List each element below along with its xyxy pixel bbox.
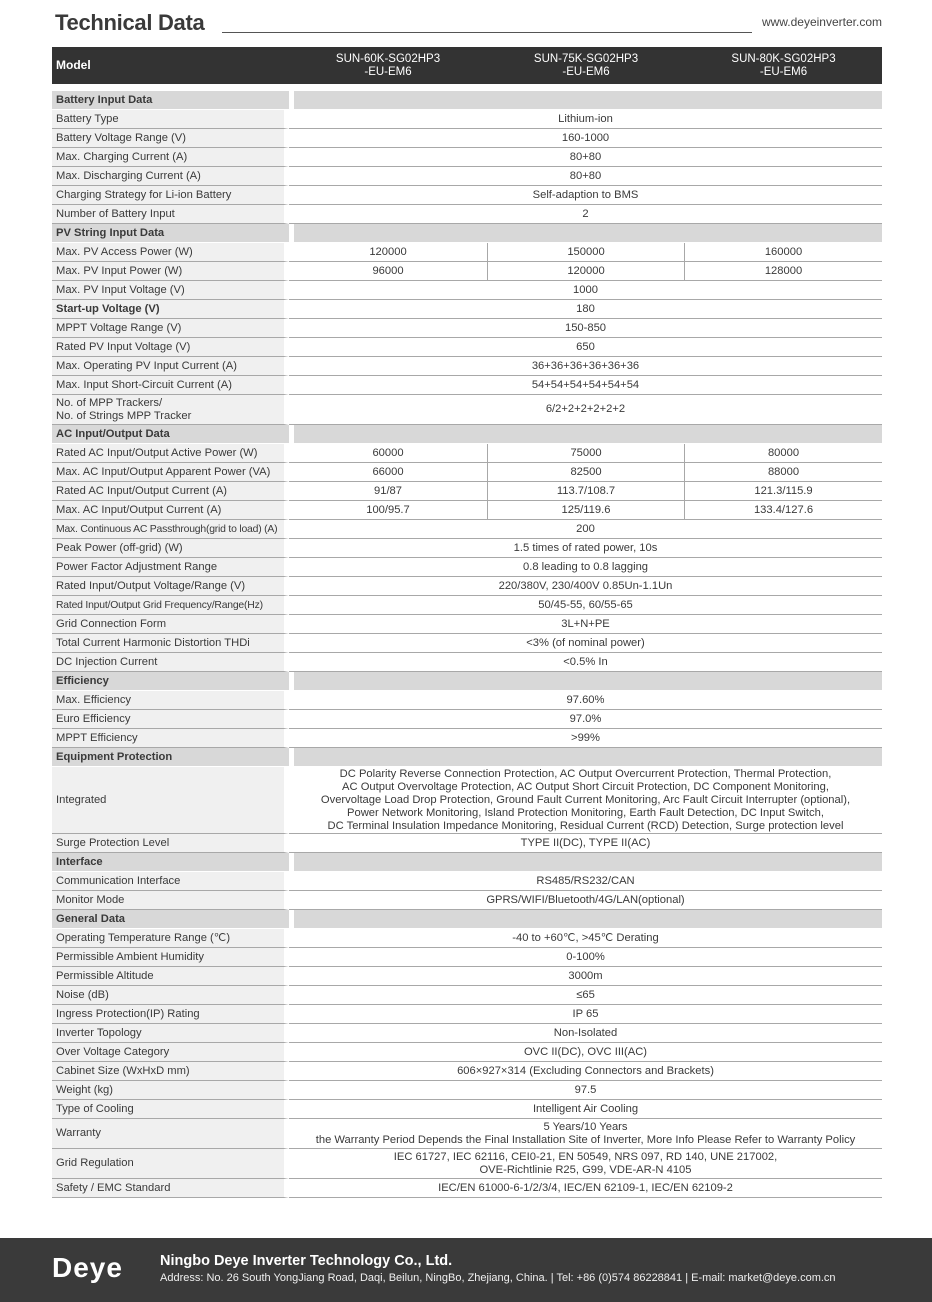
spec-value: 650	[289, 338, 882, 357]
spec-row	[52, 167, 882, 186]
spec-row	[52, 1100, 882, 1119]
spec-row	[52, 539, 882, 558]
spec-label: Communication Interface	[52, 872, 289, 891]
spec-label: Max. AC Input/Output Current (A)	[52, 501, 289, 520]
section-header	[52, 425, 882, 444]
section-header	[52, 748, 882, 767]
spec-label: Weight (kg)	[52, 1081, 289, 1100]
spec-label: Max. Continuous AC Passthrough(grid to load) (A)	[52, 520, 289, 539]
spec-value: 80000	[685, 444, 882, 463]
spec-row	[52, 1149, 882, 1179]
spec-label: Max. Efficiency	[52, 691, 289, 710]
spec-label: MPPT Voltage Range (V)	[52, 319, 289, 338]
spec-value: 88000	[685, 463, 882, 482]
spec-value: IEC 61727, IEC 62116, CEI0-21, EN 50549, NRS 097, RD 140, UNE 217002, OVE-Richtlinie R25, G99, VDE-AR-N 4105	[289, 1149, 882, 1179]
spec-value: 120000	[487, 262, 685, 281]
spec-value: 36+36+36+36+36+36	[289, 357, 882, 376]
spec-value: 0-100%	[289, 948, 882, 967]
spec-value: OVC II(DC), OVC III(AC)	[289, 1043, 882, 1062]
spec-row	[52, 1005, 882, 1024]
spec-label: No. of MPP Trackers/ No. of Strings MPP Tracker	[52, 395, 289, 425]
spec-value: >99%	[289, 729, 882, 748]
spec-label: Warranty	[52, 1119, 289, 1149]
spec-value: 606×927×314 (Excluding Connectors and Brackets)	[289, 1062, 882, 1081]
spec-label: Max. AC Input/Output Apparent Power (VA)	[52, 463, 289, 482]
page-header	[55, 8, 882, 38]
spec-label: Battery Type	[52, 110, 289, 129]
spec-row	[52, 653, 882, 672]
spec-value: 96000	[289, 262, 487, 281]
section-header	[52, 91, 882, 110]
spec-label: Number of Battery Input	[52, 205, 289, 224]
spec-label: Grid Connection Form	[52, 615, 289, 634]
spec-label: Rated AC Input/Output Current (A)	[52, 482, 289, 501]
spec-value: 220/380V, 230/400V 0.85Un-1.1Un	[289, 577, 882, 596]
spec-label: Peak Power (off-grid) (W)	[52, 539, 289, 558]
spec-row	[52, 596, 882, 615]
spec-row	[52, 444, 882, 463]
spec-value: TYPE II(DC), TYPE II(AC)	[289, 834, 882, 853]
spec-row	[52, 929, 882, 948]
spec-value: Non-Isolated	[289, 1024, 882, 1043]
spec-label: Max. Discharging Current (A)	[52, 167, 289, 186]
spec-label: Over Voltage Category	[52, 1043, 289, 1062]
spec-row	[52, 691, 882, 710]
spec-value: 150-850	[289, 319, 882, 338]
spec-value: 80+80	[289, 148, 882, 167]
spec-label: Max. Operating PV Input Current (A)	[52, 357, 289, 376]
spec-value: 180	[289, 300, 882, 319]
spec-value: 91/87	[289, 482, 487, 501]
spec-value: 100/95.7	[289, 501, 487, 520]
spec-value: 0.8 leading to 0.8 lagging	[289, 558, 882, 577]
section-title: Equipment Protection	[52, 748, 289, 767]
website-url[interactable]: www.deyeinverter.com	[761, 15, 882, 29]
spec-row	[52, 482, 882, 501]
spec-row	[52, 129, 882, 148]
spec-value: 66000	[289, 463, 487, 482]
company-name: Ningbo Deye Inverter Technology Co., Ltd.	[160, 1253, 453, 1269]
model-label: Model	[52, 47, 289, 84]
spec-row	[52, 110, 882, 129]
spec-value: 1.5 times of rated power, 10s	[289, 539, 882, 558]
spec-value: ≤65	[289, 986, 882, 1005]
spec-row	[52, 710, 882, 729]
page-title: Technical Data	[55, 10, 205, 35]
spec-row	[52, 262, 882, 281]
spec-row	[52, 891, 882, 910]
spec-label: Charging Strategy for Li-ion Battery	[52, 186, 289, 205]
spec-label: Surge Protection Level	[52, 834, 289, 853]
spec-row	[52, 872, 882, 891]
spec-row	[52, 729, 882, 748]
section-title: PV String Input Data	[52, 224, 289, 243]
section-header	[52, 672, 882, 691]
spec-value: 133.4/127.6	[685, 501, 882, 520]
spec-label: Permissible Altitude	[52, 967, 289, 986]
spec-value: Intelligent Air Cooling	[289, 1100, 882, 1119]
spec-value: 75000	[487, 444, 685, 463]
model-name: SUN-80K-SG02HP3 -EU-EM6	[685, 47, 882, 84]
spec-row	[52, 395, 882, 425]
spec-label: Grid Regulation	[52, 1149, 289, 1179]
spec-value: Lithium-ion	[289, 110, 882, 129]
spec-value: 54+54+54+54+54+54	[289, 376, 882, 395]
spec-row	[52, 243, 882, 262]
spec-value: 97.60%	[289, 691, 882, 710]
model-name: SUN-60K-SG02HP3 -EU-EM6	[289, 47, 487, 84]
spec-row	[52, 281, 882, 300]
spec-row	[52, 558, 882, 577]
spec-row	[52, 376, 882, 395]
spec-row	[52, 986, 882, 1005]
spec-row	[52, 501, 882, 520]
spec-value: 200	[289, 520, 882, 539]
model-name: SUN-75K-SG02HP3 -EU-EM6	[487, 47, 685, 84]
spec-label: Max. PV Access Power (W)	[52, 243, 289, 262]
spec-label: Inverter Topology	[52, 1024, 289, 1043]
spec-label: Permissible Ambient Humidity	[52, 948, 289, 967]
spec-label: Power Factor Adjustment Range	[52, 558, 289, 577]
spec-label: Rated Input/Output Voltage/Range (V)	[52, 577, 289, 596]
spec-row	[52, 1119, 882, 1149]
spec-value: IP 65	[289, 1005, 882, 1024]
spec-label: Rated PV Input Voltage (V)	[52, 338, 289, 357]
spec-label: Cabinet Size (WxHxD mm)	[52, 1062, 289, 1081]
spec-value: 160000	[685, 243, 882, 262]
spec-value: 1000	[289, 281, 882, 300]
spec-label: Total Current Harmonic Distortion THDi	[52, 634, 289, 653]
spec-value: IEC/EN 61000-6-1/2/3/4, IEC/EN 62109-1, IEC/EN 62109-2	[289, 1179, 882, 1198]
spec-value: 128000	[685, 262, 882, 281]
spec-value: 80+80	[289, 167, 882, 186]
section-title: AC Input/Output Data	[52, 425, 289, 444]
spec-label: Battery Voltage Range (V)	[52, 129, 289, 148]
spec-row	[52, 338, 882, 357]
spec-label: Operating Temperature Range (℃)	[52, 929, 289, 948]
spec-value: 150000	[487, 243, 685, 262]
spec-value: 160-1000	[289, 129, 882, 148]
spec-row	[52, 148, 882, 167]
spec-value: 120000	[289, 243, 487, 262]
spec-row	[52, 577, 882, 596]
header-rule	[222, 32, 752, 33]
spec-row	[52, 767, 882, 834]
spec-label: DC Injection Current	[52, 653, 289, 672]
spec-value: 6/2+2+2+2+2+2	[289, 395, 882, 425]
spec-value: <3% (of nominal power)	[289, 634, 882, 653]
spec-label: Start-up Voltage (V)	[52, 300, 289, 319]
company-address: Address: No. 26 South YongJiang Road, Daqi, Beilun, NingBo, Zhejiang, China. | Tel: +86 (0)574 86228841 | E-mail: market@deye.com.cn	[160, 1272, 836, 1284]
section-title: Battery Input Data	[52, 91, 289, 110]
spec-value: Self-adaption to BMS	[289, 186, 882, 205]
spec-row	[52, 615, 882, 634]
spec-value: 5 Years/10 Years the Warranty Period Depends the Final Installation Site of Inverter, More Info Please Refer to Warranty Policy	[289, 1119, 882, 1149]
spec-value: 60000	[289, 444, 487, 463]
spec-value: RS485/RS232/CAN	[289, 872, 882, 891]
spec-row	[52, 1062, 882, 1081]
spec-value: 113.7/108.7	[487, 482, 685, 501]
spec-label: Max. Input Short-Circuit Current (A)	[52, 376, 289, 395]
spec-label: Integrated	[52, 767, 289, 834]
section-title: Efficiency	[52, 672, 289, 691]
section-header	[52, 910, 882, 929]
model-header-row	[52, 47, 882, 84]
spec-value: 125/119.6	[487, 501, 685, 520]
spec-value: GPRS/WIFI/Bluetooth/4G/LAN(optional)	[289, 891, 882, 910]
spec-value: 121.3/115.9	[685, 482, 882, 501]
spec-row	[52, 1179, 882, 1198]
spec-value: 2	[289, 205, 882, 224]
spec-label: Max. PV Input Voltage (V)	[52, 281, 289, 300]
spec-value: 82500	[487, 463, 685, 482]
section-title: General Data	[52, 910, 289, 929]
deye-logo: Deye	[52, 1252, 123, 1283]
spec-row	[52, 300, 882, 319]
spec-label: Max. Charging Current (A)	[52, 148, 289, 167]
spec-row	[52, 520, 882, 539]
spec-label: Monitor Mode	[52, 891, 289, 910]
spec-row	[52, 834, 882, 853]
spec-row	[52, 357, 882, 376]
spec-value: -40 to +60℃, >45℃ Derating	[289, 929, 882, 948]
spec-label: Rated AC Input/Output Active Power (W)	[52, 444, 289, 463]
spec-row	[52, 967, 882, 986]
spec-row	[52, 1081, 882, 1100]
technical-data-table	[52, 47, 882, 1198]
spec-row	[52, 1024, 882, 1043]
spec-value: 97.5	[289, 1081, 882, 1100]
section-title: Interface	[52, 853, 289, 872]
spec-value: 3L+N+PE	[289, 615, 882, 634]
spec-label: Max. PV Input Power (W)	[52, 262, 289, 281]
spec-label: Noise (dB)	[52, 986, 289, 1005]
spec-label: Rated Input/Output Grid Frequency/Range(Hz)	[52, 596, 289, 615]
spec-label: Safety / EMC Standard	[52, 1179, 289, 1198]
spec-value: 3000m	[289, 967, 882, 986]
page-footer	[0, 1238, 932, 1302]
spec-row	[52, 1043, 882, 1062]
spec-row	[52, 186, 882, 205]
spec-row	[52, 319, 882, 338]
spec-label: MPPT Efficiency	[52, 729, 289, 748]
spec-row	[52, 634, 882, 653]
spec-label: Type of Cooling	[52, 1100, 289, 1119]
spec-row	[52, 948, 882, 967]
section-header	[52, 853, 882, 872]
spec-value: <0.5% In	[289, 653, 882, 672]
spec-label: Euro Efficiency	[52, 710, 289, 729]
spec-value: 97.0%	[289, 710, 882, 729]
spec-value: 50/45-55, 60/55-65	[289, 596, 882, 615]
spec-value: DC Polarity Reverse Connection Protection, AC Output Overcurrent Protection, Thermal Protection, AC Output Overvoltage Protection, AC Output Short Circuit Protection, DC Component Monitoring, Overvoltage Load Drop Protection, Ground Fault Current Monitoring, Arc Fault Circuit Interrupter (optional), Power Network Monitoring, Island Protection Monitoring, Earth Fault Detection, DC Input Switch, DC Terminal Insulation Impedance Monitoring, Residual Current (RCD) Detection, Surge protection level	[289, 767, 882, 834]
spec-label: Ingress Protection(IP) Rating	[52, 1005, 289, 1024]
spec-row	[52, 205, 882, 224]
spec-row	[52, 463, 882, 482]
section-header	[52, 224, 882, 243]
